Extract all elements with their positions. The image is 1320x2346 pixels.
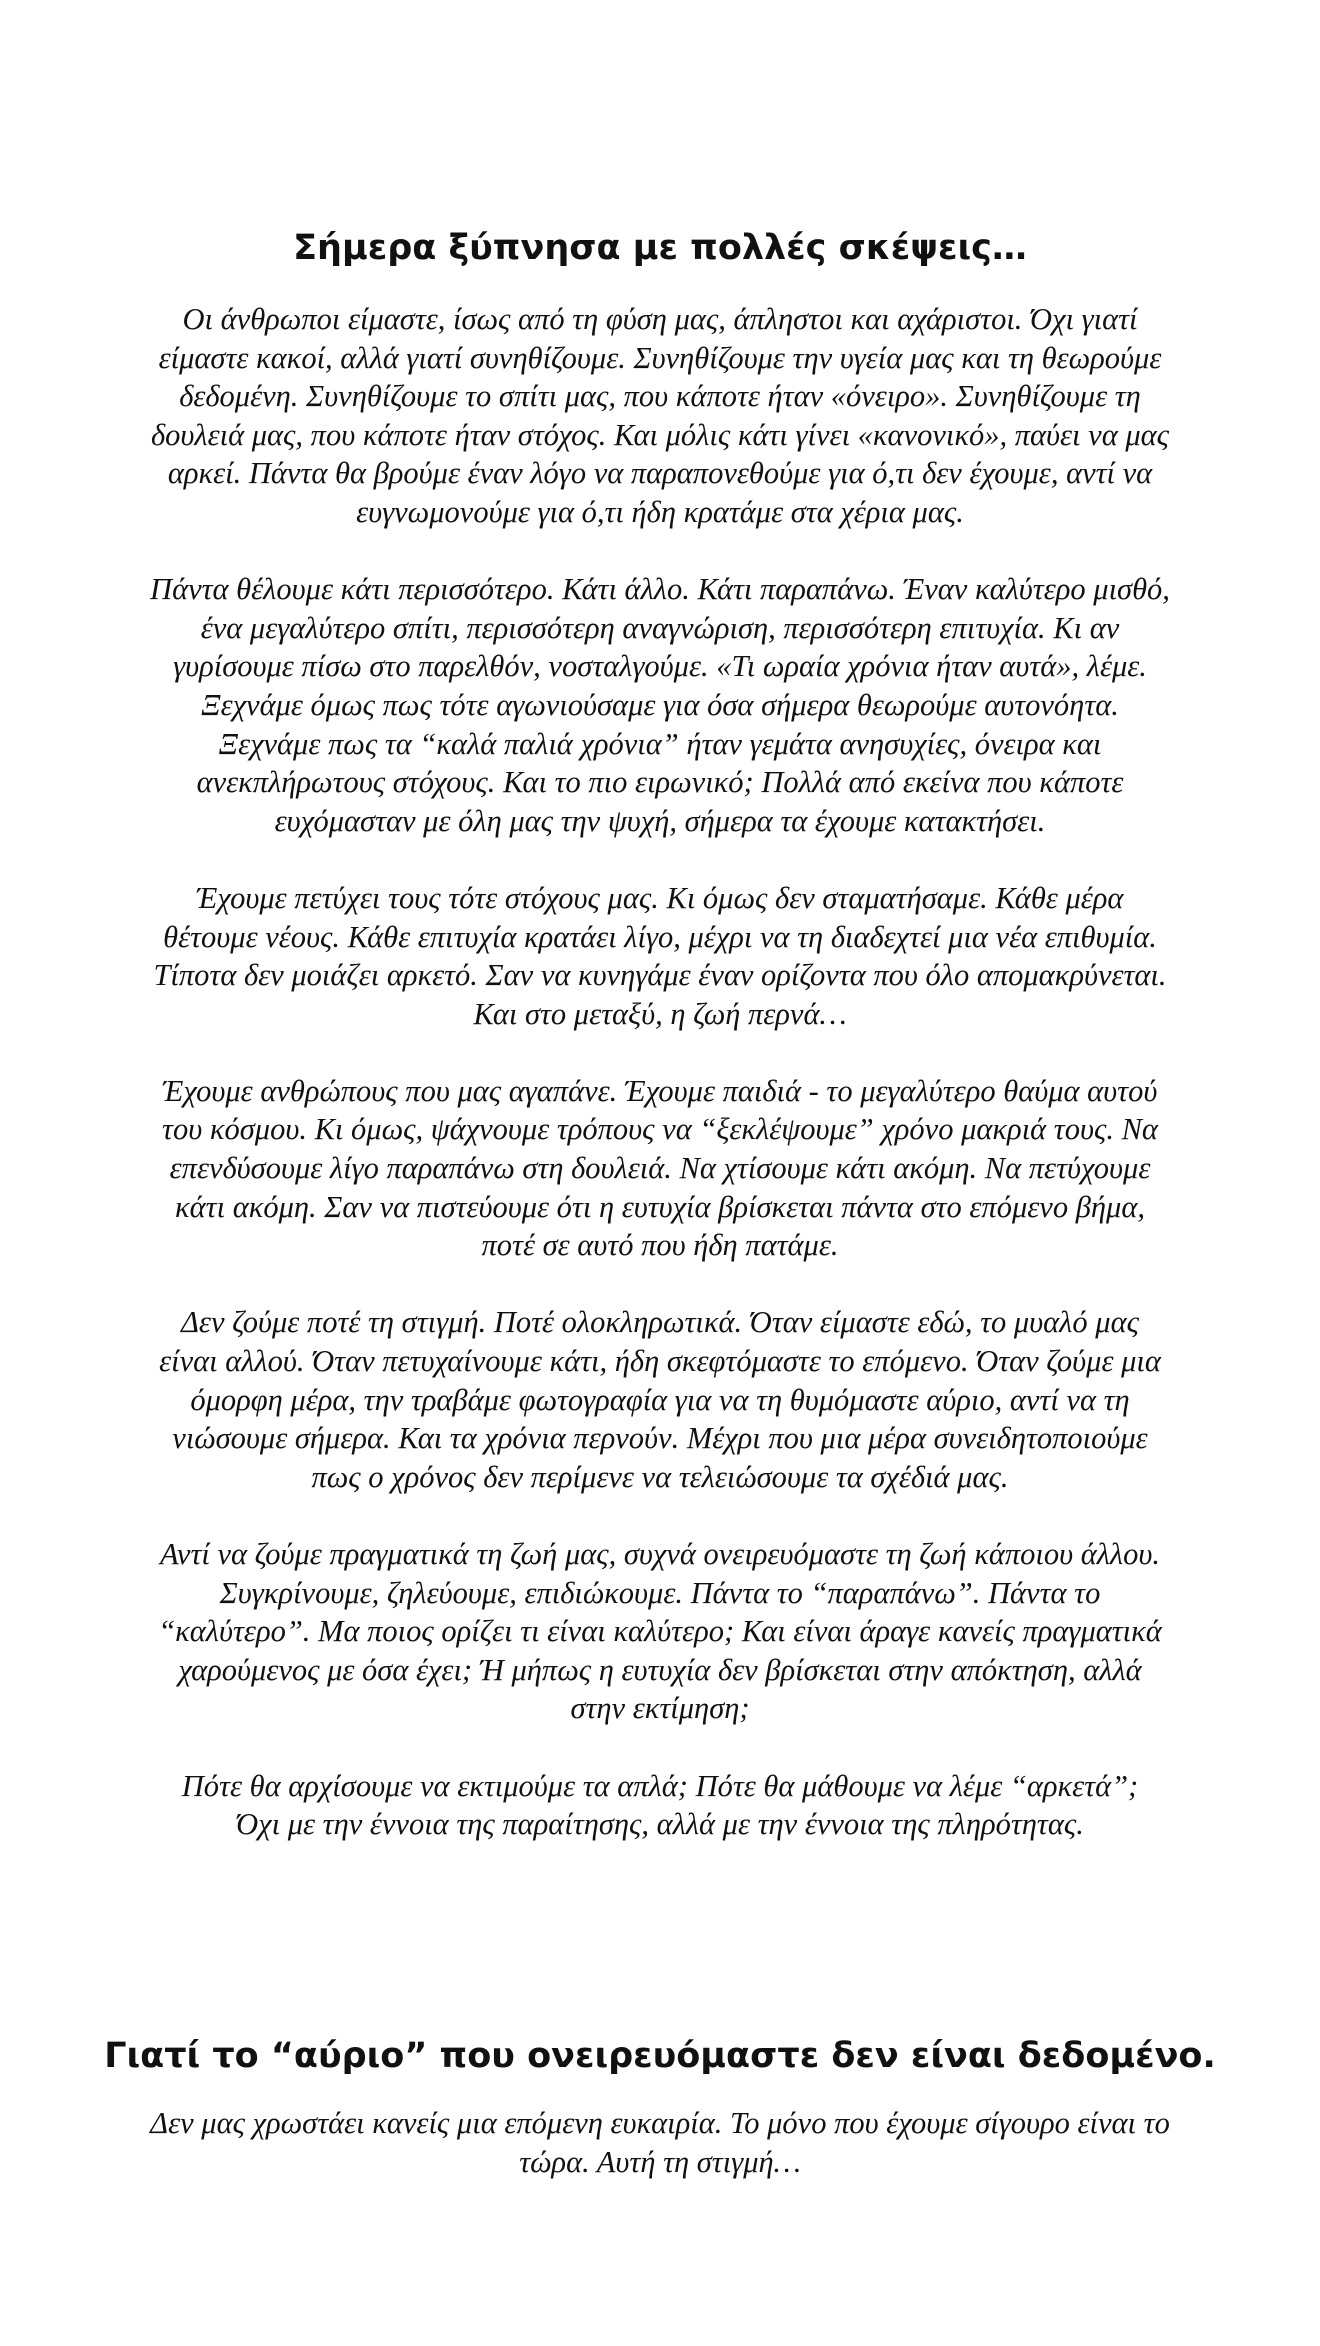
closing-text: Δεν μας χρωστάει κανείς μια επόμενη ευκαιρία. Το μόνο που έχουμε σίγουρο είναι το τώρα. Αυτή τη στιγμή…	[150, 2106, 1170, 2179]
paragraph-3: Έχουμε πετύχει τους τότε στόχους μας. Κι όμως δεν σταματήσαμε. Κάθε μέρα θέτουμε νέους. Κάθε επιτυχία κρατάει λίγο, μέχρι να τη διαδεχτεί μια νέα επιθυμία. Τίποτα δεν μοιάζει αρκετό. Σαν να κυνηγάμε έναν ορίζοντα που όλο απομακρύνεται. Και στο μεταξύ, η ζωή περνά…	[153, 880, 1167, 1031]
page-title: Σήμερα ξύπνησα με πολλές σκέψεις…	[293, 228, 1027, 268]
paragraph-7	[150, 1767, 1170, 1844]
question-text: Πότε θα αρχίσουμε να εκτιμούμε τα απλά; Πότε θα μάθουμε να λέμε “αρκετά”;	[181, 1768, 1139, 1803]
paragraph-6: Αντί να ζούμε πραγματικά τη ζωή μας, συχνά ονειρευόμαστε τη ζωή κάποιου άλλου. Συγκρίνουμε, ζηλεύουμε, επιδιώκουμε. Πάντα το “παραπάνω”. Πάντα το “καλύτερο”. Μα ποιος ορίζει τι είναι καλύτερο; Και είναι άραγε κανείς πραγματικά χαρούμενος με όσα έχει; Ή μήπως η ευτυχία δεν βρίσκεται στην απόκτηση, αλλά στην εκτίμηση;	[158, 1537, 1162, 1726]
paragraph-2: Πάντα θέλουμε κάτι περισσότερο. Κάτι άλλο. Κάτι παραπάνω. Έναν καλύτερο μισθό, ένα μεγαλύτερο σπίτι, περισσότερη αναγνώριση, περισσότερη επιτυχία. Κι αν γυρίσουμε πίσω στο παρελθόν, νοσταλγούμε. «Τι ωραία χρόνια ήταν αυτά», λέμε. Ξεχνάμε όμως πως τότε αγωνιούσαμε για όσα σήμερα θεωρούμε αυτονόητα. Ξεχνάμε πως τα “καλά παλιά χρόνια” ήταν γεμάτα ανησυχίες, όνειρα και ανεκπλήρωτους στόχους. Και το πιο ειρωνικό; Πολλά από εκείνα που κάποτε ευχόμασταν με όλη μας την ψυχή, σήμερα τα έχουμε κατακτήσει.	[150, 572, 1170, 838]
body-text	[150, 300, 1170, 1844]
paragraph-5: Δεν ζούμε ποτέ τη στιγμή. Ποτέ ολοκληρωτικά. Όταν είμαστε εδώ, το μυαλό μας είναι αλλού. Όταν πετυχαίνουμε κάτι, ήδη σκεφτόμαστε το επόμενο. Όταν ζούμε μια όμορφη μέρα, την τραβάμε φωτογραφία για να τη θυμόμαστε αύριο, αντί να τη νιώσουμε σήμερα. Και τα χρόνια περνούν. Μέχρι που μια μέρα συνειδητοποιούμε πως ο χρόνος δεν περίμενε να τελειώσουμε τα σχέδιά μας.	[159, 1305, 1161, 1494]
paragraph-4: Έχουμε ανθρώπους που μας αγαπάνε. Έχουμε παιδιά - το μεγαλύτερο θαύμα αυτού του κόσμου. Κι όμως, ψάχνουμε τρόπους να “ξεκλέψουμε” χρόνο μακριά τους. Να επενδύσουμε λίγο παραπάνω στη δουλειά. Να χτίσουμε κάτι ακόμη. Να πετύχουμε κάτι ακόμη. Σαν να πιστεύουμε ότι η ευτυχία βρίσκεται πάντα στο επόμενο βήμα, ποτέ σε αυτό που ήδη πατάμε.	[162, 1073, 1158, 1263]
final-line: Όχι με την έννοια της παραίτησης, αλλά με την έννοια της πληρότητας.	[236, 1807, 1084, 1842]
paragraph-1: Οι άνθρωποι είμαστε, ίσως από τη φύση μας, άπληστοι και αχάριστοι. Όχι γιατί είμαστε κακοί, αλλά γιατί συνηθίζουμε. Συνηθίζουμε την υγεία μας και τη θεωρούμε δεδομένη. Συνηθίζουμε το σπίτι μας, που κάποτε ήταν «όνειρο». Συνηθίζουμε τη δουλειά μας, που κάποτε ήταν στόχος. Και μόλις κάτι γίνει «κανονικό», παύει να μας αρκεί. Πάντα θα βρούμε έναν λόγο να παραπονεθούμε για ό,τι δεν έχουμε, αντί να ευγνωμονούμε για ό,τι ήδη κρατάμε στα χέρια μας.	[150, 302, 1170, 529]
closing-heading: Γιατί το “αύριο” που ονειρευόμαστε δεν είναι δεδομένο.	[104, 2036, 1216, 2076]
